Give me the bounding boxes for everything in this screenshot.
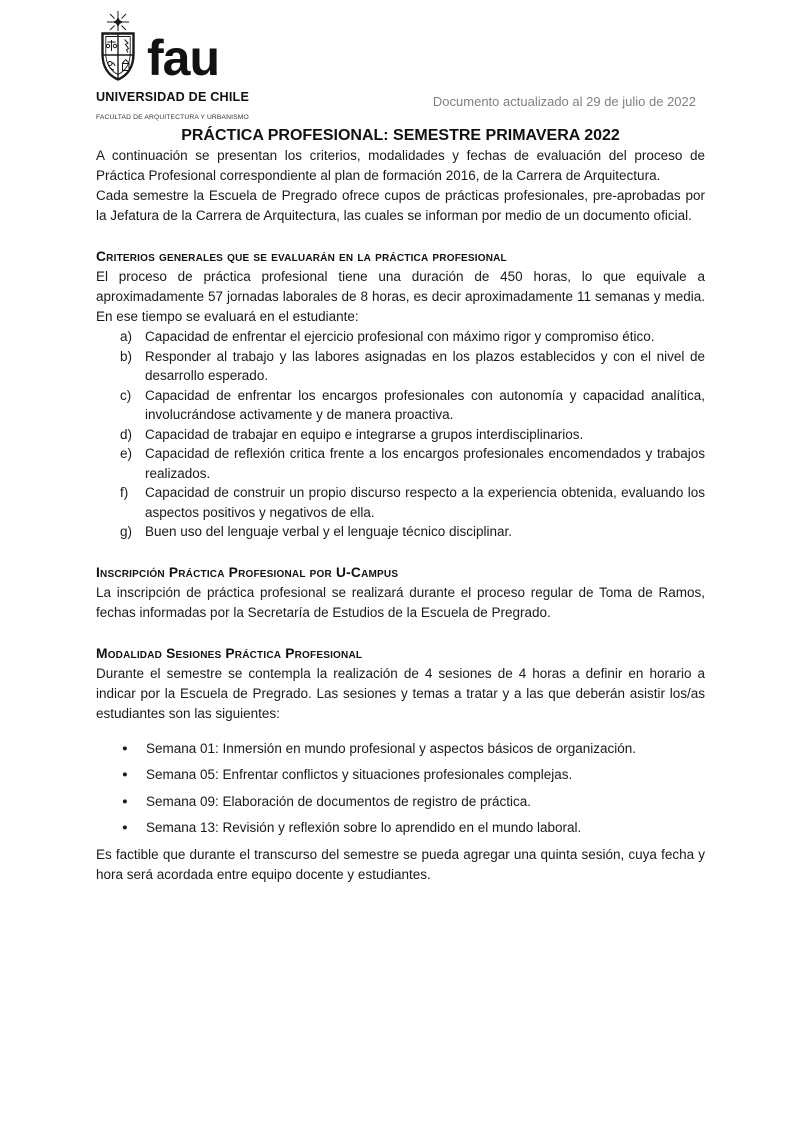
modalidad-paragraph: Durante el semestre se contempla la realización de 4 sesiones de 4 horas a definir en horario a indicar por la Escuela de Pregrado. Las sesiones y temas a tratar y a las que deberán asistir los/as estudiantes son las siguientes: (96, 665, 705, 721)
document-header (96, 10, 705, 121)
list-item-text: Semana 09: Elaboración de documentos de registro de práctica. (146, 793, 531, 809)
bullet-icon: ● (122, 769, 128, 780)
bullet-icon: ● (122, 795, 128, 807)
bullet-icon: ● (122, 822, 128, 833)
closing-paragraph: Es factible que durante el transcurso del semestre se pueda agregar una quinta sesión, cuya fecha y hora será acordada entre equipo docente y estudiantes. (96, 846, 705, 882)
list-item-text: Capacidad de enfrentar los encargos profesionales con autonomía y capacidad analítica, involucrándose activamente y de manera proactiva. (145, 387, 705, 422)
list-item-text: Buen uso del lenguaje verbal y el lenguaje técnico disciplinar. (145, 524, 512, 539)
semanas-list (96, 739, 705, 838)
list-item-text: Semana 05: Enfrentar conflictos y situaciones profesionales complejas. (146, 767, 573, 782)
criterios-list (96, 327, 705, 542)
list-item-marker: d) (120, 426, 133, 442)
list-item (120, 444, 705, 483)
list-item-text: Responder al trabajo y las labores asignadas en los plazos establecidos y con el nivel de desarrollo esperado. (145, 348, 705, 383)
list-item (122, 739, 705, 759)
list-item-text: Capacidad de trabajar en equipo e integrarse a grupos interdisciplinarios. (145, 426, 584, 442)
list-item-marker: a) (120, 329, 133, 344)
list-item-text: Capacidad de construir un propio discurso respecto a la experiencia obtenida, evaluando los aspectos positivos y negativos de ella. (145, 485, 705, 520)
list-item (120, 386, 705, 425)
list-item (120, 425, 705, 445)
list-item-marker: f) (120, 485, 129, 500)
logo-emblem-row (96, 10, 246, 84)
document-title: PRÁCTICA PROFESIONAL: SEMESTRE PRIMAVERA 2022 (181, 127, 620, 144)
fau-logo (96, 10, 250, 128)
list-item (122, 818, 705, 838)
university-name: UNIVERSIDAD DE CHILE (96, 90, 250, 104)
list-item-marker: c) (120, 387, 132, 403)
section-heading-inscripcion: Inscripción Práctica Profesional por U-Campus (96, 564, 399, 580)
intro-paragraph-1: A continuación se presentan los criterios, modalidades y fechas de evaluación del proceso de Práctica Profesional correspondiente al plan de formación 2016, de la Carrera de Arquitectura. (96, 148, 705, 183)
list-item-text: Semana 01: Inmersión en mundo profesional y aspectos básicos de organización. (146, 740, 637, 756)
intro-paragraph-2: Cada semestre la Escuela de Pregrado ofrece cupos de prácticas profesionales, pre-aprobadas por la Jefatura de la Carrera de Arquitectura, las cuales se informan por medio de un documento oficial. (96, 188, 705, 223)
list-item (120, 483, 705, 522)
list-item-marker: b) (120, 348, 133, 364)
universidad-de-chile-shield-icon (96, 10, 140, 84)
bullet-icon: ● (122, 742, 128, 754)
list-item-text: Capacidad de reflexión critica frente a los encargos profesionales encomendados y trabajos realizados. (145, 446, 705, 481)
list-item (122, 765, 705, 785)
inscripcion-paragraph: La inscripción de práctica profesional se realizará durante el proceso regular de Toma de Ramos, fechas informadas por la Secretaría de Estudios de la Escuela de Pregrado. (96, 584, 705, 620)
list-item (122, 792, 705, 812)
list-item (120, 522, 705, 542)
list-item-marker: e) (120, 446, 133, 461)
faculty-name: FACULTAD DE ARQUITECTURA Y URBANISMO (96, 114, 249, 121)
list-item-text: Semana 13: Revisión y reflexión sobre lo aprendido en el mundo laboral. (146, 820, 582, 835)
list-item (120, 347, 705, 386)
document-updated-note: Documento actualizado al 29 de julio de 2022 (432, 94, 696, 109)
section-heading-modalidad: Modalidad Sesiones Práctica Profesional (96, 645, 363, 661)
list-item (120, 327, 705, 347)
criterios-paragraph: El proceso de práctica profesional tiene una duración de 450 horas, lo que equivale a aproximadamente 57 jornadas laborales de 8 horas, es decir aproximadamente 11 semanas y media. En ese tiempo se evaluará en el estudiante: (96, 269, 705, 324)
section-heading-criterios: Criterios generales que se evaluarán en la práctica profesional (96, 249, 507, 264)
list-item-text: Capacidad de enfrentar el ejercicio profesional con máximo rigor y compromiso ético. (145, 329, 655, 344)
fau-acronym: fau (147, 30, 219, 86)
list-item-marker: g) (120, 524, 133, 539)
